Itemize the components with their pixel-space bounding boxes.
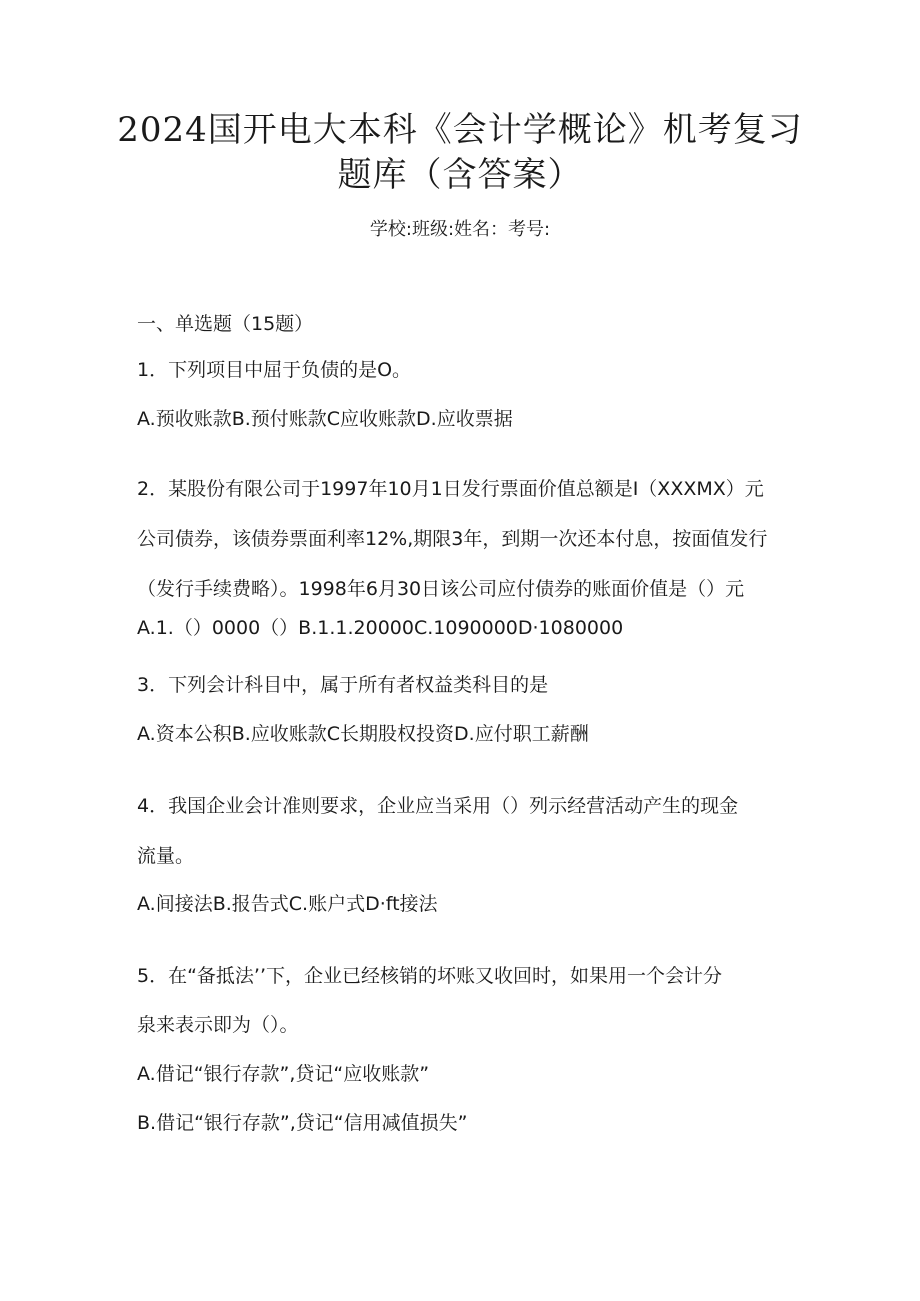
question-5-text-line2: 泉来表示即为（）。: [137, 1014, 299, 1036]
question-4-options: A.间接法B.报告式C.账户式D·ft接法: [137, 893, 438, 915]
question-5-option-b: B.借记“银行存款”,贷记“信用减值损失”: [137, 1112, 468, 1134]
question-2-text-line2: 公司债券，该债券票面利率12%,期限3年，到期一次还本付息，按面值发行: [137, 528, 768, 550]
question-2-text-line1: 2．某股份有限公司于1997年10月1日发行票面价值总额是I（XXXMX）元: [137, 478, 764, 500]
question-4-text-line1: 4．我国企业会计准则要求，企业应当采用（）列示经营活动产生的现金: [137, 795, 739, 817]
question-2-options: A.1.（）0000（）B.1.1.20000C.1090000D·1080000: [137, 617, 624, 639]
student-info-line: 学校:班级:姓名：考号:: [369, 219, 551, 240]
document-title-line2: 题库（含答案）: [337, 155, 583, 195]
question-3-options: A.资本公积B.应收账款C长期股权投资D.应付职工薪酬: [137, 723, 589, 745]
question-4-text-line2: 流量。: [137, 845, 195, 867]
question-1-text: 1．下列项目中屈于负债的是O。: [137, 359, 412, 381]
document-title-line1: 2024国开电大本科《会计学概论》机考复习: [117, 110, 803, 150]
question-2-text-line3: （发行手续费略）。1998年6月30日该公司应付债券的账面价值是（）元: [137, 578, 745, 600]
question-5-option-a: A.借记“银行存款”,贷记“应收账款”: [137, 1063, 430, 1085]
question-3-text: 3．下列会计科目中，属于所有者权益类科目的是: [137, 674, 549, 696]
question-1-options: A.预收账款B.预付账款C应收账款D.应收票据: [137, 408, 513, 430]
section-heading: 一、单选题（15题）: [137, 313, 314, 335]
question-5-text-line1: 5．在“备抵法’’下，企业已经核销的坏账又收回时，如果用一个会计分: [137, 965, 723, 987]
